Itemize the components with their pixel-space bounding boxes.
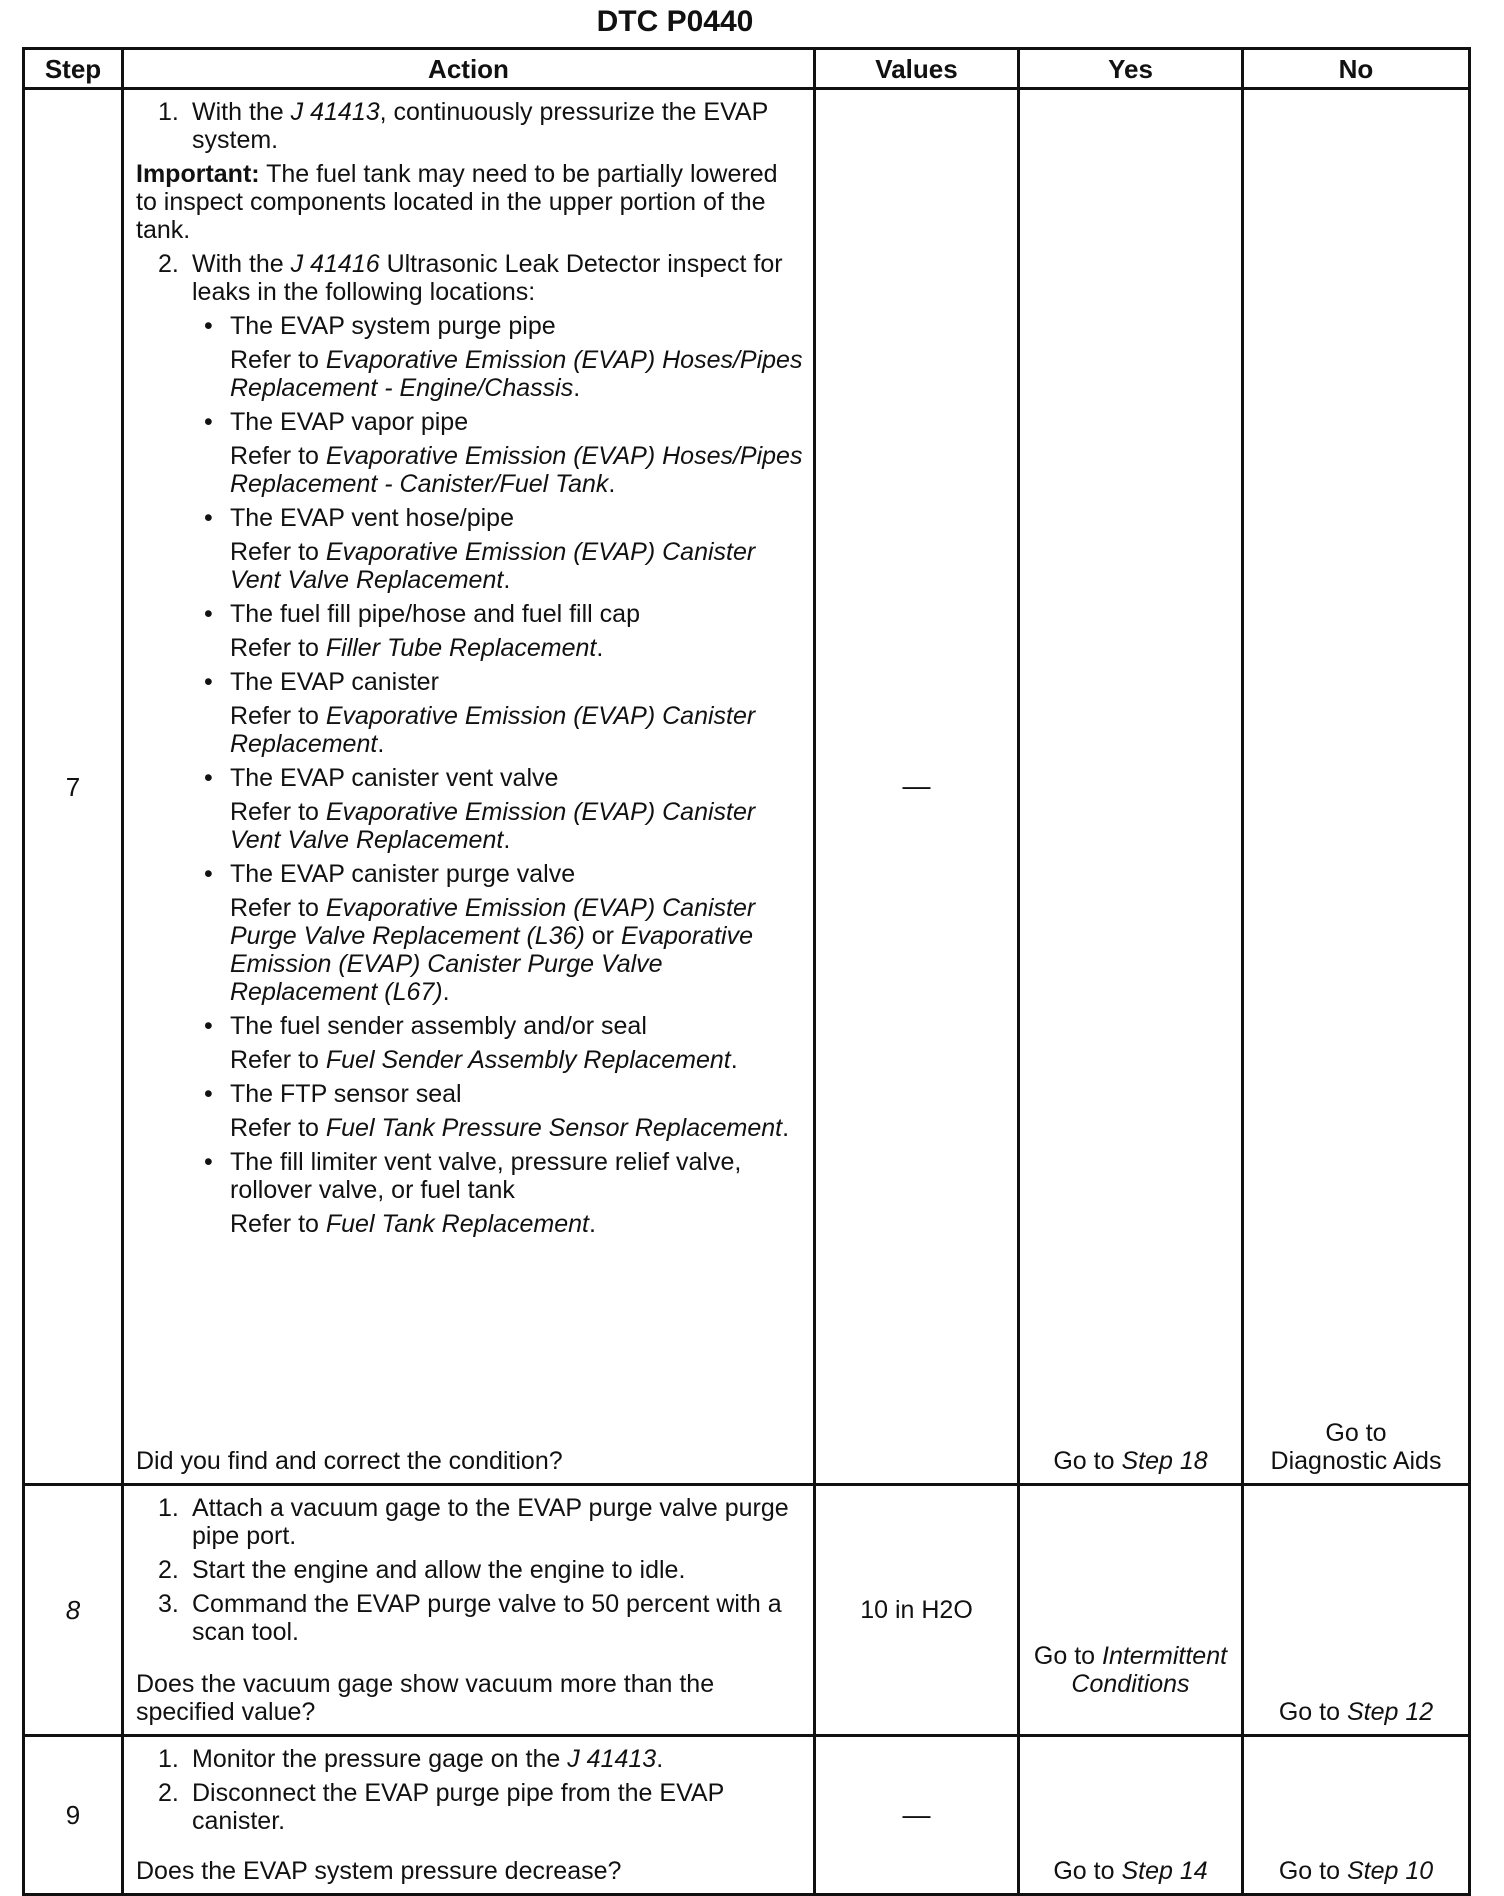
important-note: Important: The fuel tank may need to be partially lowered to inspect components located in the upper portion of the tank.: [136, 160, 778, 244]
header-no: No: [1243, 49, 1470, 89]
tool-ref: J 41416: [290, 250, 380, 278]
refer-line: Refer to Filler Tube Replacement.: [230, 634, 604, 662]
list-item: • The FTP sensor seal: [204, 1080, 462, 1108]
table-row: [24, 1485, 1470, 1736]
list-item: • The EVAP vapor pipe: [204, 408, 469, 436]
action-cell: [123, 1485, 815, 1736]
step-question: Did you find and correct the condition?: [136, 1447, 563, 1475]
diagnostic-aids-link[interactable]: Diagnostic Aids: [1270, 1447, 1442, 1475]
refer-line: Refer to Fuel Tank Pressure Sensor Replacement.: [230, 1114, 790, 1142]
procedure-link[interactable]: Evaporative Emission (EVAP) Hoses/Pipes Replacement - Engine/Chassis: [230, 346, 803, 402]
procedure-link[interactable]: Filler Tube Replacement: [325, 634, 597, 662]
refer-line: Refer to Evaporative Emission (EVAP) Hoses/Pipes Replacement - Canister/Fuel Tank.: [230, 442, 803, 498]
page-title: DTC P0440: [596, 5, 754, 38]
refer-line: Refer to Evaporative Emission (EVAP) Canister Replacement.: [230, 702, 756, 758]
list-item: • The fill limiter vent valve, pressure relief valve, rollover valve, or fuel tank: [204, 1148, 742, 1204]
step-number: 7: [24, 89, 123, 1485]
action-item: 2. Disconnect the EVAP purge pipe from the EVAP canister.: [158, 1779, 724, 1835]
procedure-link[interactable]: Evaporative Emission (EVAP) Canister Vent Valve Replacement: [230, 798, 756, 854]
list-item: • The EVAP canister: [204, 668, 439, 696]
header-step: Step: [24, 49, 123, 89]
step-link[interactable]: Step 12: [1346, 1698, 1434, 1726]
diagnostic-table: [22, 47, 1471, 1896]
procedure-link[interactable]: Evaporative Emission (EVAP) Canister Vent Valve Replacement: [230, 538, 756, 594]
header-values: Values: [815, 49, 1019, 89]
tool-ref: J 41413: [290, 98, 380, 126]
list-item: • The EVAP canister vent valve: [204, 764, 559, 792]
step-number: 9: [24, 1736, 123, 1895]
no-cell: Go to Diagnostic Aids: [1243, 89, 1470, 1485]
yes-cell: Go to Step 14: [1019, 1736, 1243, 1895]
step-link[interactable]: Step 14: [1121, 1857, 1208, 1885]
yes-cell: Go to Intermittent Conditions: [1019, 1485, 1243, 1736]
no-cell: Go to Step 10: [1243, 1736, 1470, 1895]
procedure-link[interactable]: Evaporative Emission (EVAP) Canister Purge Valve Replacement (L36): [230, 894, 756, 950]
step-link[interactable]: Step 18: [1121, 1447, 1208, 1475]
list-item: • The EVAP canister purge valve: [204, 860, 576, 888]
value-cell: —: [815, 89, 1019, 1485]
yes-cell: Go to Step 18: [1019, 89, 1243, 1485]
procedure-link[interactable]: Evaporative Emission (EVAP) Hoses/Pipes Replacement - Canister/Fuel Tank: [230, 442, 803, 498]
action-item: 3. Command the EVAP purge valve to 50 percent with a scan tool.: [158, 1590, 782, 1646]
action-cell: [123, 1736, 815, 1895]
action-item: 1. With the J 41413, continuously pressurize the EVAP system.: [158, 98, 768, 154]
header-action: Action: [123, 49, 815, 89]
step-question: Does the EVAP system pressure decrease?: [136, 1857, 622, 1885]
step-link[interactable]: Intermittent Conditions: [1071, 1642, 1228, 1698]
action-item: 2. With the J 41416 Ultrasonic Leak Detector inspect for leaks in the following locations:: [158, 250, 783, 306]
no-cell: Go to Step 12: [1243, 1485, 1470, 1736]
list-item: • The EVAP vent hose/pipe: [204, 504, 514, 532]
step-link[interactable]: Step 10: [1346, 1857, 1434, 1885]
action-item: 2. Start the engine and allow the engine to idle.: [158, 1556, 686, 1584]
action-cell: [123, 89, 815, 1485]
header-row: [24, 49, 1470, 89]
value-cell: —: [815, 1736, 1019, 1895]
list-item: • The fuel sender assembly and/or seal: [204, 1012, 647, 1040]
table-row: [24, 1736, 1470, 1895]
procedure-link[interactable]: Evaporative Emission (EVAP) Canister Purge Valve Replacement (L67): [230, 922, 753, 1006]
procedure-link[interactable]: Evaporative Emission (EVAP) Canister Replacement: [230, 702, 756, 758]
tool-ref: J 41413: [567, 1745, 657, 1773]
refer-line: Refer to Evaporative Emission (EVAP) Canister Purge Valve Replacement (L36) or Evaporative Emission (EVAP) Canister Purge Valve Replacement (L67).: [230, 894, 756, 1006]
refer-line: Refer to Evaporative Emission (EVAP) Hoses/Pipes Replacement - Engine/Chassis.: [230, 346, 803, 402]
value-cell: 10 in H2O: [815, 1485, 1019, 1736]
procedure-link[interactable]: Fuel Tank Pressure Sensor Replacement: [325, 1114, 783, 1142]
refer-line: Refer to Fuel Tank Replacement.: [230, 1210, 596, 1238]
action-item: 1. Attach a vacuum gage to the EVAP purge valve purge pipe port.: [158, 1494, 789, 1550]
refer-line: Refer to Fuel Sender Assembly Replacement.: [230, 1046, 738, 1074]
refer-line: Refer to Evaporative Emission (EVAP) Canister Vent Valve Replacement.: [230, 538, 756, 594]
procedure-link[interactable]: Fuel Sender Assembly Replacement: [325, 1046, 731, 1074]
refer-line: Refer to Evaporative Emission (EVAP) Canister Vent Valve Replacement.: [230, 798, 756, 854]
procedure-link[interactable]: Fuel Tank Replacement: [325, 1210, 589, 1238]
list-item: • The EVAP system purge pipe: [204, 312, 556, 340]
action-item: 1. Monitor the pressure gage on the J 41413.: [158, 1745, 664, 1773]
list-item: • The fuel fill pipe/hose and fuel fill cap: [204, 600, 640, 628]
header-yes: Yes: [1019, 49, 1243, 89]
step-question: Does the vacuum gage show vacuum more than the specified value?: [136, 1670, 715, 1726]
step-number: 8: [24, 1485, 123, 1736]
table-row: [24, 89, 1470, 1485]
